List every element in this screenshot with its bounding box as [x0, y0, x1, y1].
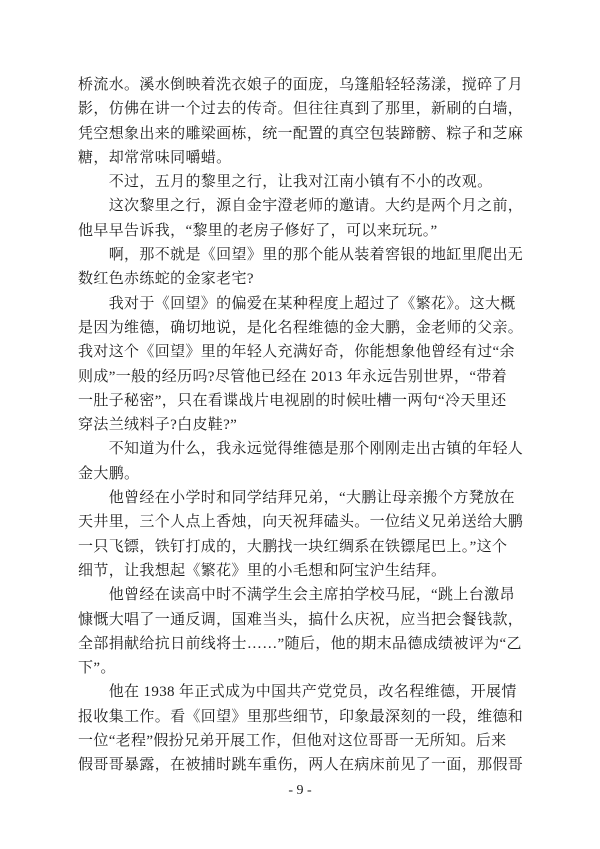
text-line: 下”。: [78, 660, 116, 677]
text-line: 一位“老程”假扮兄弟开展工作，但他对这位哥哥一无所知。后来: [78, 733, 507, 750]
text-line: 金大鹏。: [78, 465, 140, 482]
text-line: 天井里，三个人点上香烛，向天祝拜磕头。一位结义兄弟送给大鹏: [78, 514, 524, 531]
text-line: 糖，却常常味同嚼蜡。: [78, 149, 232, 166]
text-line: 桥流水。溪水倒映着洗衣娘子的面庞，乌篷船轻轻荡漾，搅碎了月: [78, 77, 524, 93]
text-line: 不过，五月的黎里之行，让我对江南小镇有不小的改观。: [78, 174, 493, 191]
page-number: - 9 -: [288, 783, 312, 798]
text-line: 他曾经在小学时和同学结拜兄弟，“大鹏让母亲搬个方凳放在: [78, 490, 515, 507]
text-line: 假哥哥暴露，在被捕时跳车重伤，两人在病床前见了一面，那假哥: [78, 757, 524, 774]
text-line: 穿法兰绒料子?白皮鞋?”: [78, 417, 238, 434]
text-line: 全部捐献给抗日前线将士……”随后，他的期末品德成绩被评为“乙: [78, 635, 522, 652]
text-line: 我对于《回望》的偏爱在某种程度上超过了《繁花》。这大概: [78, 295, 516, 312]
text-line: 不知道为什么，我永远觉得维德是那个刚刚走出古镇的年轻人: [78, 441, 524, 458]
text-line: 我对这个《回望》里的年轻人充满好奇，你能想象他曾经有过“余: [78, 344, 515, 361]
text-line: 报收集工作。看《回望》里那些细节，印象最深刻的一段，维德和: [78, 708, 524, 725]
text-line: 慷慨大唱了一通反调，国难当头，搞什么庆祝，应当把会餐钱款，: [78, 611, 524, 628]
text-line: 细节，让我想起《繁花》里的小毛想和阿宝沪生结拜。: [78, 562, 447, 579]
text-line: 他在 1938 年正式成为中国共产党党员，改名程维德，开展情: [78, 684, 517, 701]
text-line: 一只飞镖，铁钉打成的，大鹏找一块红绸系在铁镖尾巴上。”这个: [78, 538, 508, 555]
text-line: 这次黎里之行，源自金宇澄老师的邀请。大约是两个月之前，: [78, 198, 524, 215]
body-text: [78, 73, 525, 778]
text-line: 数红色赤练蛇的金家老宅?: [78, 271, 254, 288]
text-line: 影，仿佛在讲一个过去的传奇。但往往真到了那里，新刷的白墙，: [78, 101, 524, 118]
text-line: 啊，那不就是《回望》里的那个能从装着窖银的地缸里爬出无: [78, 247, 524, 264]
text-line: 是因为维德，确切地说，是化名程维德的金大鹏，金老师的父亲。: [78, 319, 524, 336]
text-line: 则成”一般的经历吗?尽管他已经在 2013 年永远告别世界，“带着: [78, 368, 508, 385]
text-line: 一肚子秘密”，只在看谍战片电视剧的时候吐槽一两句“冷天里还: [78, 392, 507, 409]
text-line: 他曾经在读高中时不满学生会主席拍学校马屁，“跳上台激昂: [78, 587, 515, 604]
text-line: 他早早告诉我，“黎里的老房子修好了，可以来玩玩。”: [78, 222, 438, 239]
text-line: 凭空想象出来的雕梁画栋，统一配置的真空包装蹄髈、粽子和芝麻: [78, 125, 524, 142]
